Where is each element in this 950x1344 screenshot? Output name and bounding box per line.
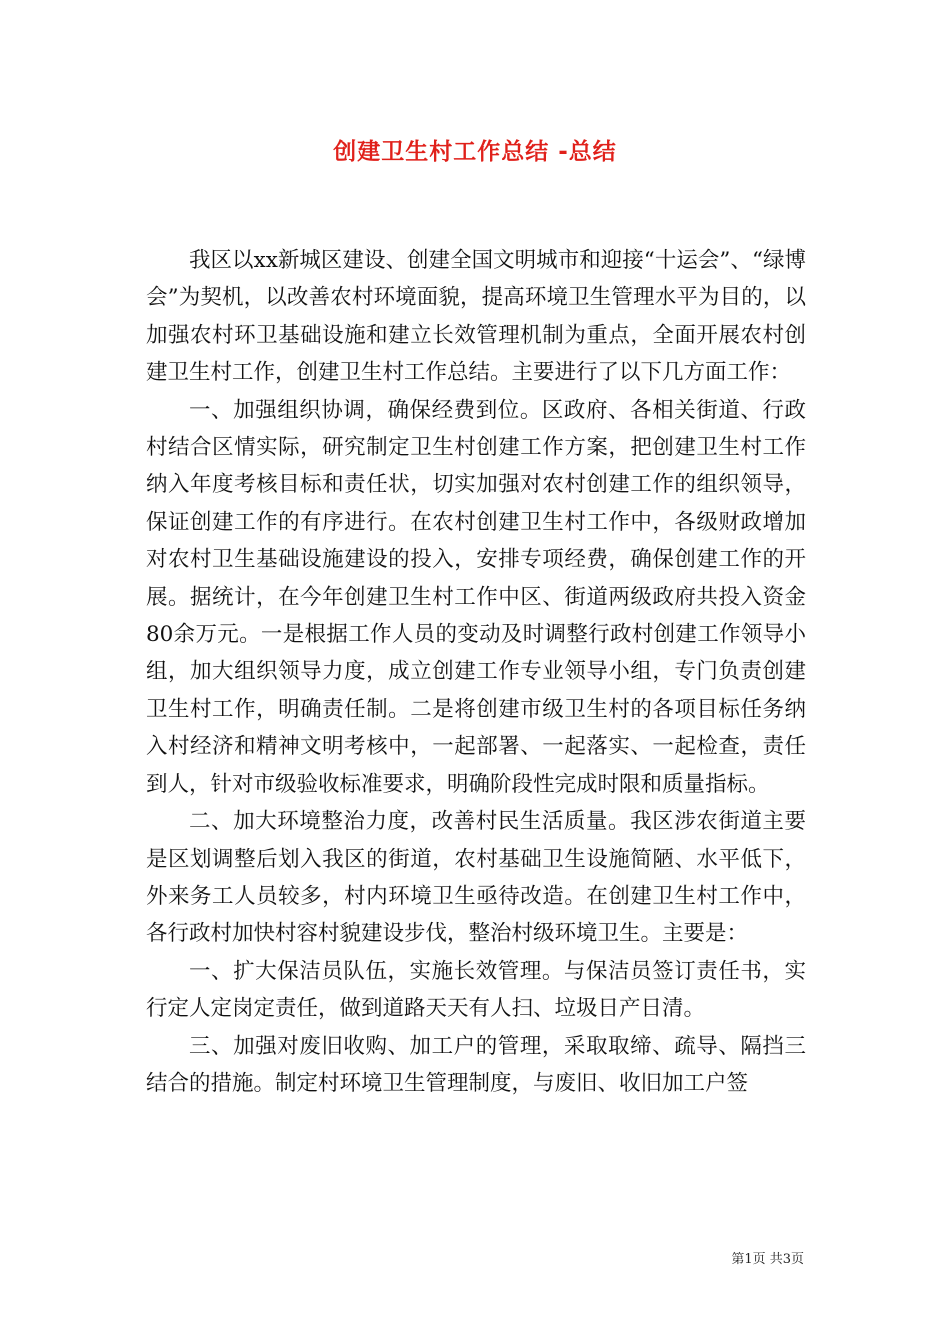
- paragraph-subsection-1: 一、扩大保洁员队伍，实施长效管理。与保洁员签订责任书，实行定人定岗定责任，做到道路天天有人扫、垃圾日产日清。: [146, 958, 806, 1022]
- document-title: 创建卫生村工作总结 -总结: [333, 139, 617, 165]
- paragraph-subsection-3: 三、加强对废旧收购、加工户的管理，采取取缔、疏导、隔挡三结合的措施。制定村环境卫生管理制度，与废旧、收旧加工户签: [146, 1033, 806, 1096]
- paragraph-intro: 我区以xx新城区建设、创建全国文明城市和迎接“十运会”、“绿博会”为契机，以改善农村环境面貌，提高环境卫生管理水平为目的，以加强农村环卫基础设施和建立长效管理机制为重点，全面开展农村创建卫生村工作，创建卫生村工作总结。主要进行了以下几方面工作：: [146, 248, 806, 386]
- paragraph-section-2: 二、加大环境整治力度，改善村民生活质量。我区涉农街道主要是区划调整后划入我区的街道，农村基础卫生设施简陋、水平低下，外来务工人员较多，村内环境卫生亟待改造。在创建卫生村工作中，各行政村加快村容村貌建设步伐，整治村级环境卫生。主要是：: [146, 809, 806, 947]
- page-number: 第1页 共3页: [731, 1252, 804, 1267]
- paragraph-section-1: 一、加强组织协调，确保经费到位。区政府、各相关街道、行政村结合区情实际，研究制定卫生村创建工作方案，把创建卫生村工作纳入年度考核目标和责任状，切实加强对农村创建工作的组织领导，保证创建工作的有序进行。在农村创建卫生村工作中，各级财政增加对农村卫生基础设施建设的投入，安排专项经费，确保创建工作的开展。据统计，在今年创建卫生村工作中区、街道两级政府共投入资金80余万元。一是根据工作人员的变动及时调整行政村创建工作领导小组，加大组织领导力度，成立创建工作专业领导小组，专门负责创建卫生村工作，明确责任制。二是将创建市级卫生村的各项目标任务纳入村经济和精神文明考核中，一起部署、一起落实、一起检查，责任到人，针对市级验收标准要求，明确阶段性完成时限和质量指标。: [146, 397, 806, 797]
- document-body: [146, 242, 806, 1102]
